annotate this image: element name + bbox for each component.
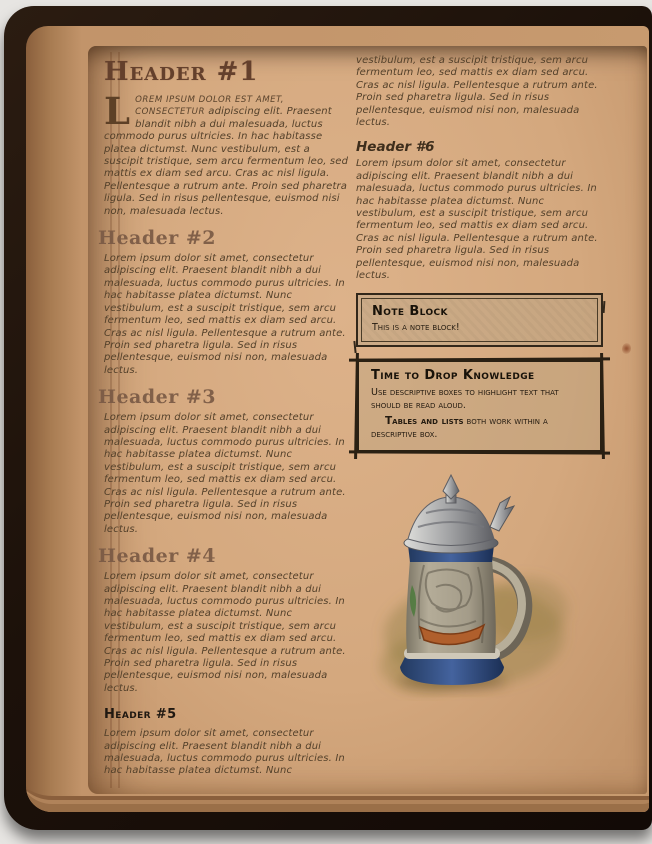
- ink-stain: [622, 343, 631, 354]
- descriptive-box-line2: [371, 415, 590, 441]
- descriptive-box: [356, 359, 603, 453]
- note-block: [356, 293, 603, 347]
- descriptive-box-line2-bold: Tables and lists: [385, 414, 464, 427]
- left-column: [98, 57, 351, 788]
- descriptive-box-border: [354, 352, 359, 458]
- descriptive-box-border: [600, 352, 605, 458]
- paragraph-1-body: adipiscing elit. Praesent blandit nibh a dui malesuada, luctus commodo purus ultricies. In hac habitasse platea dictumst. Nunc vestibulum, est a suscipit tristique, sem arcu fermentum leo, sed mattis ex diam sed arcu. Cras ac nisl ligula. Pellentesque a rutrum ante. Proin sed pharetra ligula. Sed in risus pellentesque, euismod nisi non, malesuada lectus.: [104, 106, 349, 217]
- descriptive-box-line1: Use descriptive boxes to highlight text that should be read aloud.: [371, 386, 559, 411]
- paragraph-5: Lorem ipsum dolor sit amet, consectetur adipiscing elit. Praesent blandit nibh a dui malesuada, luctus commodo purus ultricies. In hac habitasse platea dictumst. Nunc: [104, 728, 345, 777]
- header-2: Header #2: [98, 227, 216, 250]
- note-block-text: This is a note block!: [372, 321, 460, 333]
- paragraph-4: Lorem ipsum dolor sit amet, consectetur adipiscing elit. Praesent blandit nibh a dui malesuada, luctus commodo purus ultricies. In hac habitasse platea dictumst. Nunc vestibulum, est a suscipit tristique, sem arcu fermentum leo, sed mattis ex diam sed arcu. Cras ac nisl ligula. Pellentesque a rutrum ante. Proin sed pharetra ligula. Sed in risus pellentesque, euismod nisi non, malesuada lectus.: [104, 571, 346, 694]
- header-4: Header #4: [98, 545, 216, 568]
- note-block-title: Note Block: [372, 303, 448, 319]
- paragraph-3: Lorem ipsum dolor sit amet, consectetur adipiscing elit. Praesent blandit nibh a dui malesuada, luctus commodo purus ultricies. In hac habitasse platea dictumst. Nunc vestibulum, est a suscipit tristique, sem arcu fermentum leo, sed mattis ex diam sed arcu. Cras ac nisl ligula. Pellentesque a rutrum ante. Proin sed pharetra ligula. Sed in risus pellentesque, euismod nisi non, malesuada lectus.: [104, 412, 346, 535]
- paragraph-5-continuation: vestibulum, est a suscipit tristique, sem arcu fermentum leo, sed mattis ex diam sed arcu. Cras ac nisl ligula. Pellentesque a rutrum ante. Proin sed pharetra ligula. Sed in risus pellentesque, euismod nisi non, malesuada lectus.: [356, 55, 598, 129]
- header-3: Header #3: [98, 386, 216, 409]
- beer-stein-image: [370, 469, 580, 701]
- parchment-page: [88, 46, 647, 794]
- lead-line: OREM IPSUM DOLOR EST AMET, CONSECTETUR: [135, 95, 285, 118]
- right-column: [356, 55, 603, 705]
- descriptive-box-title: Time to Drop Knowledge: [371, 367, 535, 383]
- descriptive-box-line2-rest: both work within a descriptive box.: [371, 415, 548, 440]
- beer-stein-illustration: [370, 469, 603, 705]
- paragraph-6: Lorem ipsum dolor sit amet, consectetur adipiscing elit. Praesent blandit nibh a dui malesuada, luctus commodo purus ultricies. In hac habitasse platea dictumst. Nunc vestibulum, est a suscipit tristique, sem arcu fermentum leo, sed mattis ex diam sed arcu. Cras ac nisl ligula. Pellentesque a rutrum ante. Proin sed pharetra ligula. Sed in risus pellentesque, euismod nisi non, malesuada lectus.: [356, 158, 598, 282]
- header-6: Header #6: [356, 139, 435, 156]
- paragraph-2: Lorem ipsum dolor sit amet, consectetur adipiscing elit. Praesent blandit nibh a dui malesuada, luctus commodo purus ultricies. In hac habitasse platea dictumst. Nunc vestibulum, est a suscipit tristique, sem arcu fermentum leo, sed mattis ex diam sed arcu. Cras ac nisl ligula. Pellentesque a rutrum ante. Proin sed pharetra ligula. Sed in risus pellentesque, euismod nisi non, malesuada lectus.: [104, 253, 346, 376]
- header-5: Header #5: [104, 707, 177, 723]
- drop-cap: L: [104, 89, 131, 133]
- note-block-inner: [361, 298, 598, 342]
- header-1: Header #1: [104, 57, 259, 87]
- paragraph-1: [104, 89, 351, 218]
